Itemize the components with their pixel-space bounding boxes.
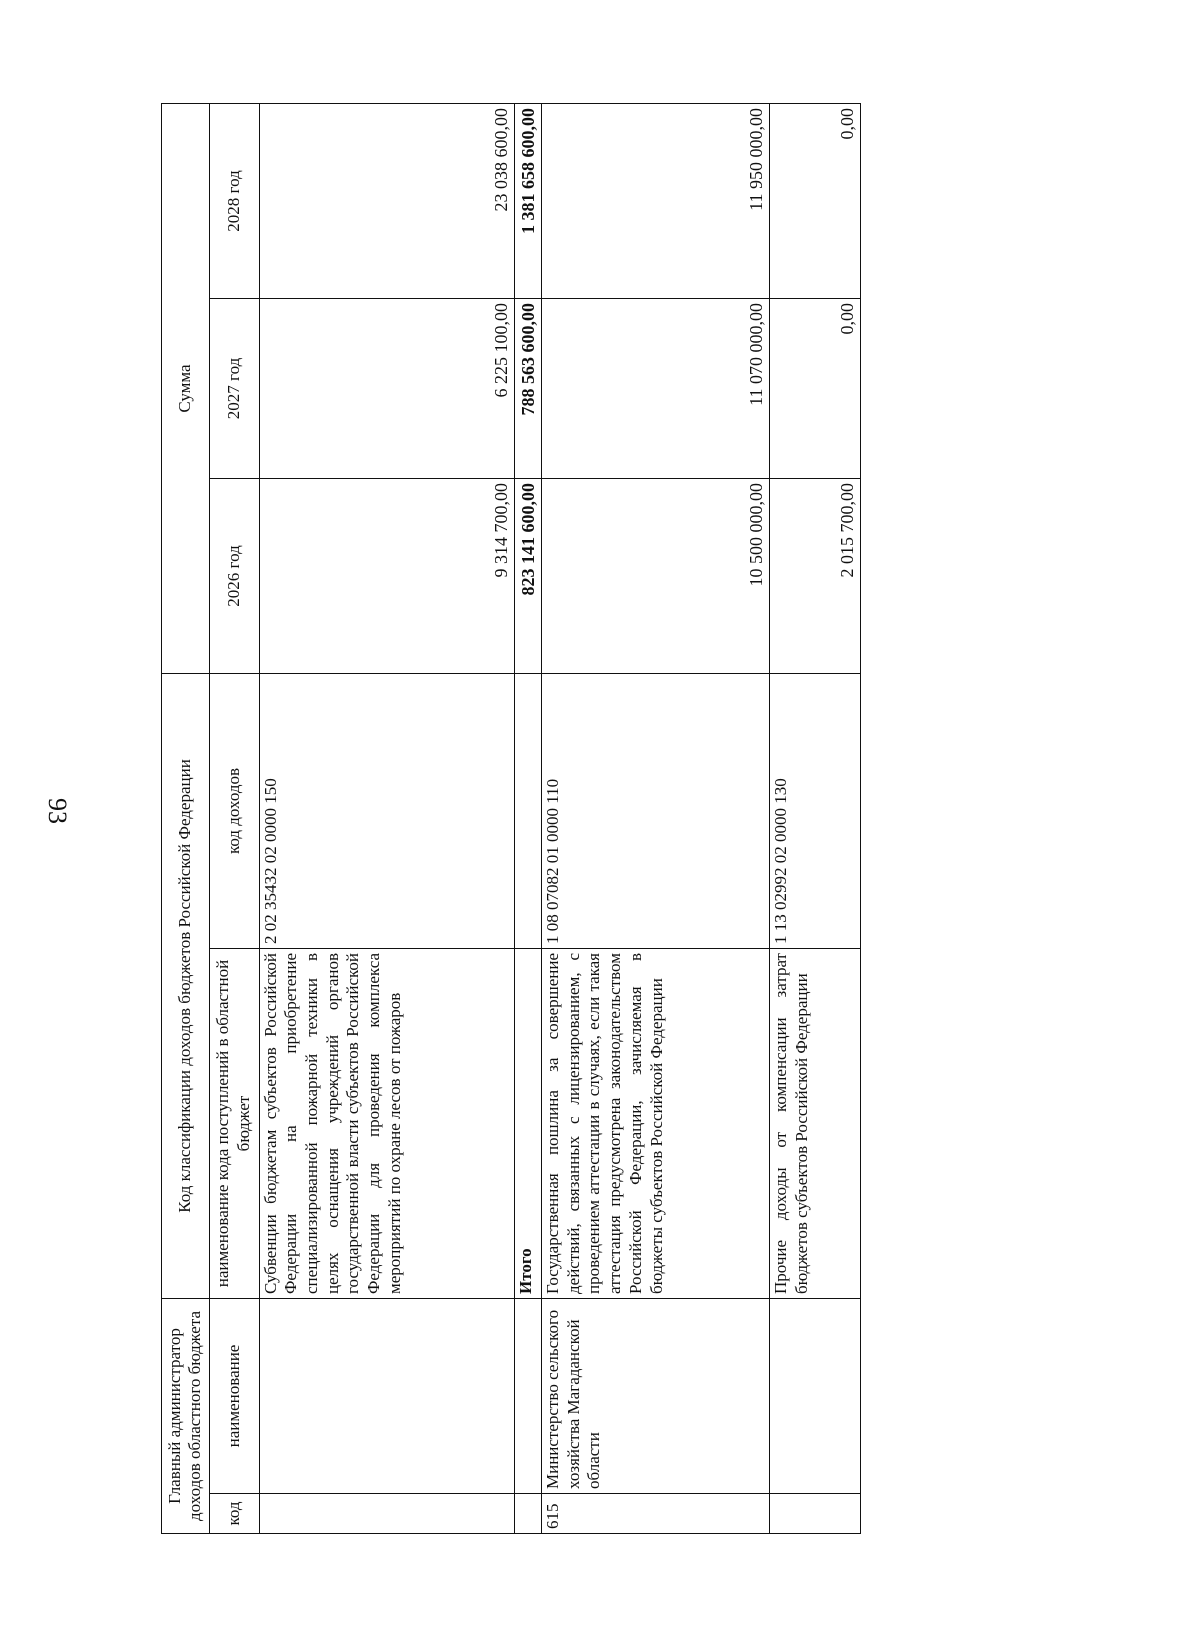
row-income-code: 2 02 35432 02 0000 150 bbox=[259, 673, 514, 948]
row-code: 615 bbox=[541, 1494, 770, 1534]
row-admin-name: Министерство сельского хозяйства Магаданской области bbox=[541, 1299, 770, 1494]
col-2026-header: 2026 год bbox=[209, 478, 259, 673]
page-number: 93 bbox=[43, 798, 72, 824]
col-income-name-header: наименование кода поступлений в областной бюджет bbox=[209, 949, 259, 1299]
row-income-name: Итого bbox=[514, 949, 541, 1299]
row-value-2027: 788 563 600,00 bbox=[514, 298, 541, 478]
table-row bbox=[770, 103, 861, 1533]
row-value-2026: 10 500 000,00 bbox=[541, 478, 770, 673]
row-value-2028: 11 950 000,00 bbox=[541, 103, 770, 298]
row-value-2028: 1 381 658 600,00 bbox=[514, 103, 541, 298]
rotated-table-wrapper bbox=[161, 104, 861, 1534]
row-income-code: 1 08 07082 01 0000 110 bbox=[541, 673, 770, 948]
row-admin-name bbox=[514, 1299, 541, 1494]
table-row bbox=[541, 103, 770, 1533]
col-2028-header: 2028 год bbox=[209, 103, 259, 298]
row-value-2027: 11 070 000,00 bbox=[541, 298, 770, 478]
row-value-2027: 0,00 bbox=[770, 298, 861, 478]
header-row-1 bbox=[162, 103, 210, 1533]
col-code-header: код bbox=[209, 1494, 259, 1534]
row-value-2028: 0,00 bbox=[770, 103, 861, 298]
row-admin-name bbox=[770, 1299, 861, 1494]
col-2027-header: 2027 год bbox=[209, 298, 259, 478]
row-value-2026: 2 015 700,00 bbox=[770, 478, 861, 673]
row-value-2026: 823 141 600,00 bbox=[514, 478, 541, 673]
row-income-name: Субвенции бюджетам субъектов Российской Федерации на приобретение специализированной пожарной техники в целях оснащения учреждений органов государственной власти субъектов Российской Федерации для проведения комплекса мероприятий по охране лесов от пожаров bbox=[259, 949, 514, 1299]
header-row-2 bbox=[209, 103, 259, 1533]
sum-group-header: Сумма bbox=[162, 103, 210, 673]
row-code bbox=[770, 1494, 861, 1534]
row-income-code bbox=[514, 673, 541, 948]
row-code bbox=[514, 1494, 541, 1534]
row-income-code: 1 13 02992 02 0000 130 bbox=[770, 673, 861, 948]
col-income-code-header: код доходов bbox=[209, 673, 259, 948]
admin-group-header: Главный администратор доходов областного бюджета bbox=[162, 1299, 210, 1534]
row-value-2028: 23 038 600,00 bbox=[259, 103, 514, 298]
row-admin-name bbox=[259, 1299, 514, 1494]
row-value-2026: 9 314 700,00 bbox=[259, 478, 514, 673]
row-income-name: Прочие доходы от компенсации затрат бюджетов субъектов Российской Федерации bbox=[770, 949, 861, 1299]
classification-group-header: Код классификации доходов бюджетов Российской Федерации bbox=[162, 673, 210, 1298]
row-income-name: Государственная пошлина за совершение действий, связанных с лицензированием, с проведением аттестации в случаях, если такая аттестация предусмотрена законодательством Российской Федерации, зачисляемая в бюджеты субъектов Российской Федерации bbox=[541, 949, 770, 1299]
table-row-total bbox=[514, 103, 541, 1533]
table-row bbox=[259, 103, 514, 1533]
row-code bbox=[259, 1494, 514, 1534]
row-value-2027: 6 225 100,00 bbox=[259, 298, 514, 478]
income-table bbox=[161, 103, 861, 1534]
col-name-header: наименование bbox=[209, 1299, 259, 1494]
